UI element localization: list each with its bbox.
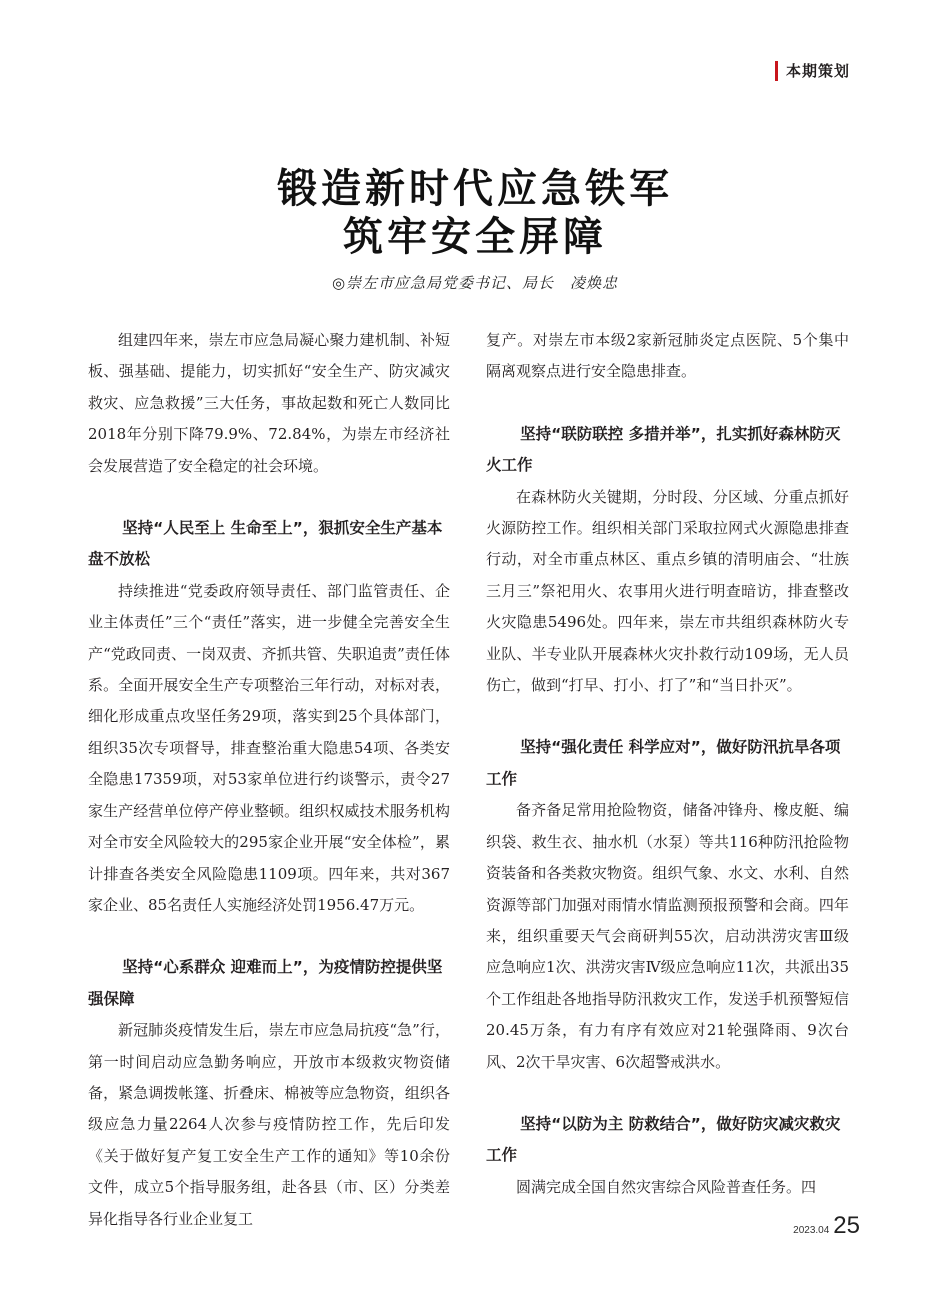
intro-paragraph: 组建四年来，崇左市应急局凝心聚力建机制、补短板、强基础、提能力，切实抓好“安全生产、防灾减灾救灾、应急救援”三大任务，事故起数和死亡人数同比2018年分别下降79.9%、72.84%，为崇左市经济社会发展营造了安全稳定的社会环境。 [88, 331, 450, 475]
section-body-flood: 备齐备足常用抢险物资，储备冲锋舟、橡皮艇、编织袋、救生衣、抽水机（水泵）等共116种防汛抢险物资装备和各类救灾物资。组织气象、水文、水利、自然资源等部门加强对雨情水情监测预报预警和会商。四年来，组织重要天气会商研判55次，启动洪涝灾害Ⅲ级应急响应1次、洪涝灾害Ⅳ级应急响应11次，共派出35个工作组赴各地指导防汛救灾工作，发送手机预警短信20.45万条，有力有序有效应对21轮强降雨、9次台风、2次干旱灾害、6次超警戒洪水。 [486, 801, 849, 1071]
spacer [486, 1078, 849, 1109]
left-column [88, 325, 450, 1235]
section-heading-flood: 坚持“强化责任 科学应对”，做好防汛抗旱各项工作 [486, 738, 841, 788]
continuation-paragraph: 复产。对崇左市本级2家新冠肺炎定点医院、5个集中隔离观察点进行安全隐患排查。 [486, 331, 849, 381]
section-label: 本期策划 [785, 62, 850, 80]
section-body-epidemic: 新冠肺炎疫情发生后，崇左市应急局抗疫“急”行，第一时间启动应急勤务响应，开放市本级救灾物资储备，紧急调拨帐篷、折叠床、棉被等应急物资，组织各级应急力量2264人次参与疫情防控工作，先后印发《关于做好复产复工安全生产工作的通知》等10余份文件，成立5个指导服务组，赴各县（市、区）分类差异化指导各行业企业复工 [88, 1021, 450, 1228]
article-title [0, 165, 950, 261]
issue-date: 2023.04 [793, 1225, 830, 1236]
title-line-1: 锻造新时代应急铁军 [277, 166, 673, 212]
spacer [88, 921, 450, 952]
spacer [88, 482, 450, 513]
section-heading-epidemic: 坚持“心系群众 迎难而上”，为疫情防控提供坚强保障 [88, 958, 443, 1008]
section-tag-bar [775, 61, 778, 81]
byline: ◎崇左市应急局党委书记、局长 凌焕忠 [331, 274, 619, 292]
section-tag [775, 60, 850, 81]
right-column [486, 325, 849, 1203]
section-heading-safety: 坚持“人民至上 生命至上”，狠抓安全生产基本盘不放松 [88, 519, 443, 569]
section-heading-disaster: 坚持“以防为主 防救结合”，做好防灾减灾救灾工作 [486, 1114, 841, 1165]
section-heading-forest-fire: 坚持“联防联控 多措并举”，扎实抓好森林防灭火工作 [486, 424, 841, 475]
page-number: 25 [833, 1212, 860, 1239]
section-body-safety: 持续推进“党委政府领导责任、部门监管责任、企业主体责任”三个“责任”落实，进一步健全完善安全生产“党政同责、一岗双责、齐抓共管、失职追责”责任体系。全面开展安全生产专项整治三年行动，对标对表，细化形成重点攻坚任务29项，落实到25个具体部门，组织35次专项督导，排查整治重大隐患54项、各类安全隐患17359项，对53家单位进行约谈警示，责令27家生产经营单位停产停业整顿。组织权威技术服务机构对全市安全风险较大的295家企业开展“安全体检”，累计排查各类安全风险隐患1109项。四年来，共对367家企业、85名责任人实施经济处罚1956.47万元。 [88, 581, 450, 914]
page-footer [793, 1212, 860, 1240]
section-body-forest-fire: 在森林防火关键期，分时段、分区域、分重点抓好火源防控工作。组织相关部门采取拉网式火源隐患排查行动，对全市重点林区、重点乡镇的清明庙会、“壮族三月三”祭祀用火、农事用火进行明查暗访，排查整改火灾隐患5496处。四年来，崇左市共组织森林防火专业队、半专业队开展森林火灾扑救行动109场，无人员伤亡，做到“打早、打小、打了”和“当日扑灭”。 [486, 487, 849, 695]
section-body-disaster: 圆满完成全国自然灾害综合风险普查任务。四 [516, 1177, 817, 1196]
spacer [486, 388, 849, 419]
spacer [486, 701, 849, 732]
title-line-2: 筑牢安全屏障 [343, 214, 607, 260]
